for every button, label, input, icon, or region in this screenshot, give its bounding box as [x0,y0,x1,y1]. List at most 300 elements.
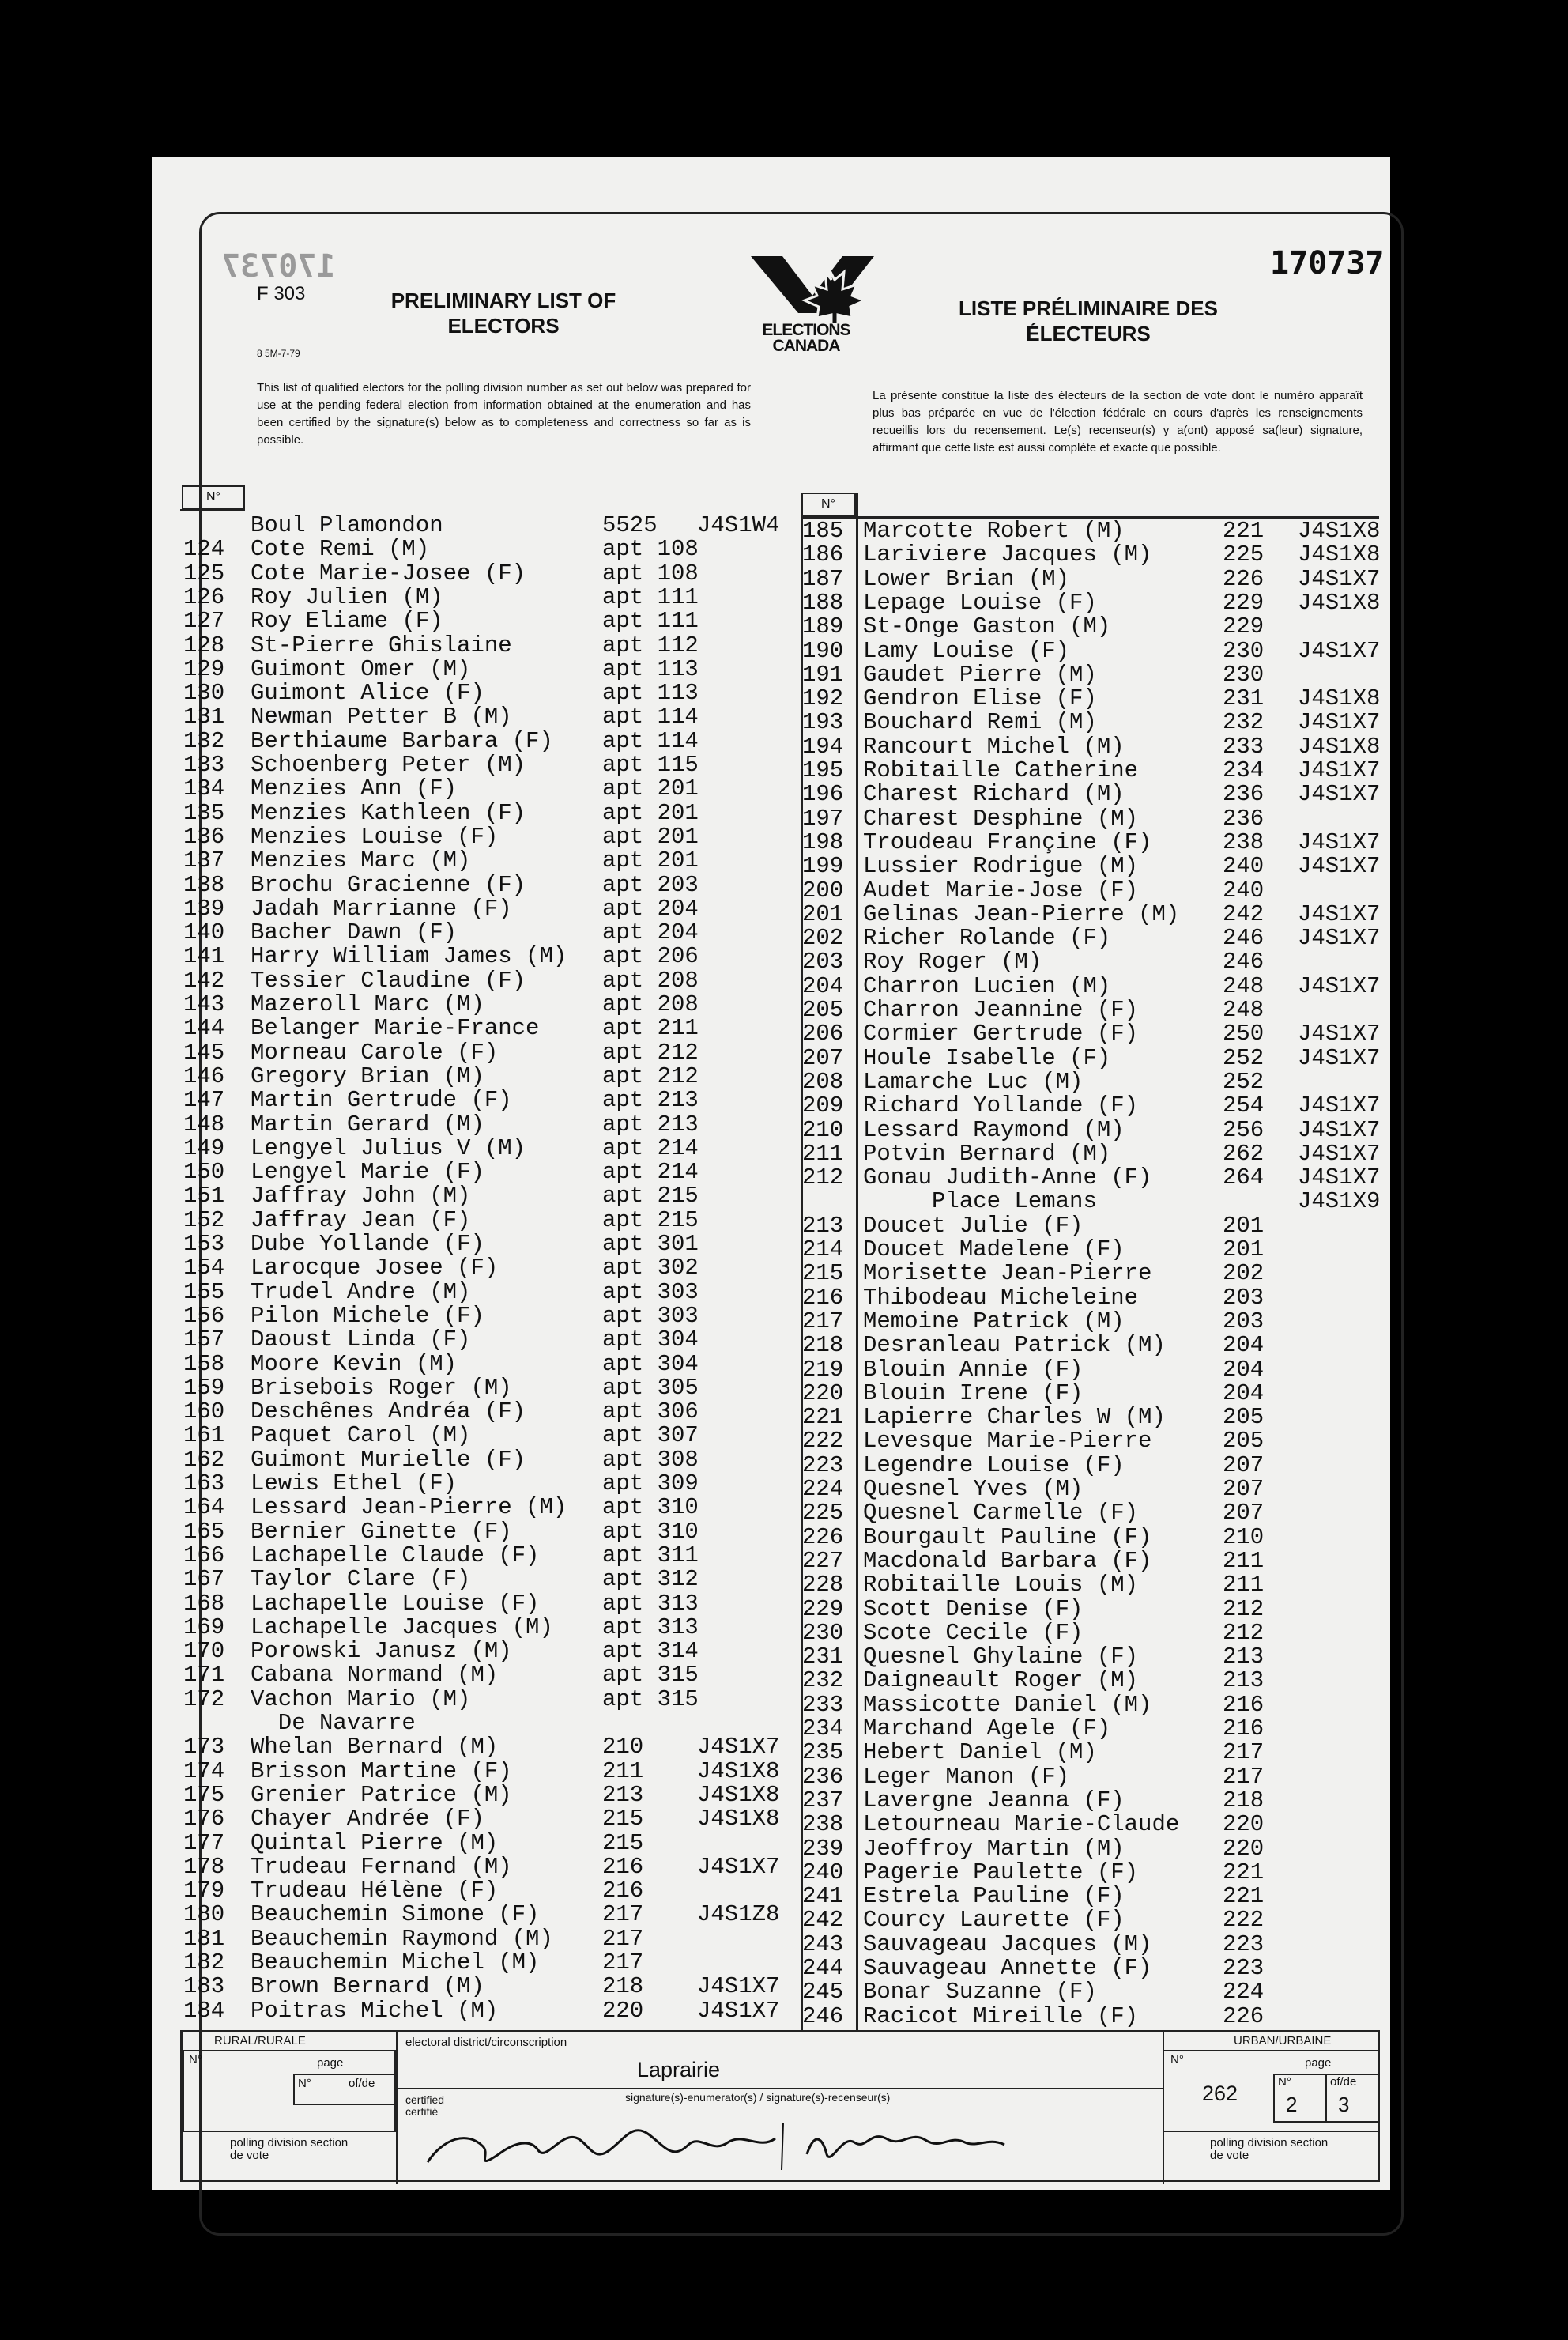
elector-address: 248 [1223,972,1265,999]
elector-name: Jadah Marrianne (F) [251,895,512,922]
elector-row [152,1644,1385,1669]
elector-name: Trudel Andre (M) [251,1278,471,1305]
elector-address: 246 [1223,949,1265,976]
footer-table [180,2030,1380,2182]
elector-number: 240 [802,1859,844,1885]
elector-address: 215 [602,1806,644,1832]
elector-row [152,830,1385,855]
elector-address: 221 [1223,1883,1265,1910]
elector-address: apt 306 [602,1398,699,1425]
elector-address: 250 [1223,1021,1265,1047]
elector-name: Lamarche Luc (M) [863,1068,1084,1095]
elector-number: 159 [183,1374,225,1401]
elector-address: 203 [1223,1308,1265,1334]
elector-row [152,1836,1385,1861]
elector-number: 145 [183,1039,225,1066]
elector-number: 216 [802,1284,844,1311]
elector-name: Roy Roger (M) [863,949,1042,976]
elector-number: 224 [802,1476,844,1502]
elector-address: 220 [602,1997,644,2024]
elector-row [152,1621,1385,1645]
elector-address: apt 204 [602,919,699,946]
elector-number: 174 [183,1757,225,1784]
rural-polling-label: polling division section de vote [230,2136,349,2162]
elector-number: 197 [802,805,844,832]
elector-address: 204 [1223,1332,1265,1359]
elector-address: apt 301 [602,1231,699,1257]
elector-row [152,2004,1385,2029]
elector-number: 180 [183,1901,225,1928]
elector-address: 229 [1223,589,1265,616]
elector-address: apt 108 [602,560,699,587]
signature-label: signature(s)-enumerator(s) / signature(s)-recenseur(s) [625,2091,891,2104]
elector-name: Lariviere Jacques (M) [863,542,1152,568]
elector-name: Daoust Linda (F) [251,1327,471,1353]
elector-number: 205 [802,997,844,1023]
elector-address: apt 208 [602,991,699,1017]
elector-row [152,1309,1385,1334]
elector-address: apt 212 [602,1062,699,1089]
elector-number: 226 [802,1523,844,1550]
elector-row [152,1237,1385,1262]
elector-number: 187 [802,565,844,592]
elector-name: Marchand Agele (F) [863,1715,1111,1742]
elector-number: 168 [183,1590,225,1617]
postal-code: J4S1X7 [697,1973,780,2000]
elector-address: 216 [602,1878,644,1904]
elector-name: Lengyel Marie (F) [251,1159,484,1186]
elector-address: apt 311 [602,1542,699,1568]
elector-number: 213 [802,1212,844,1239]
elector-row [152,1333,1385,1357]
urban-page-label: page [1305,2056,1332,2070]
urban-page-no-label: N° [1278,2075,1291,2089]
elector-row [152,1956,1385,1980]
elector-address: apt 201 [602,847,699,874]
elector-address: apt 114 [602,727,699,754]
elector-row [152,1405,1385,1429]
elector-number: 157 [183,1327,225,1353]
postal-code: J4S1X7 [1298,1140,1381,1167]
elector-number: 155 [183,1278,225,1305]
elector-name: Schoenberg Peter (M) [251,752,526,778]
elector-row [152,1884,1385,1908]
elector-name: Estrela Pauline (F) [863,1883,1125,1910]
elector-address: apt 303 [602,1278,699,1305]
elector-number: 169 [183,1613,225,1640]
title-french: LISTE PRÉLIMINAIRE DES ÉLECTEURS [959,296,1218,345]
elector-address: 212 [1223,1619,1265,1646]
elector-name: Roy Julien (M) [251,583,443,610]
elector-number: 243 [802,1930,844,1957]
elector-name: Guimont Murielle (F) [251,1446,526,1473]
postal-code: J4S1X7 [697,1997,780,2024]
elector-name: Blouin Annie (F) [863,1356,1084,1383]
elector-row [152,1597,1385,1621]
elector-name: Potvin Bernard (M) [863,1140,1111,1167]
elector-number: 179 [183,1878,225,1904]
elector-address: 217 [602,1925,644,1952]
elector-name: Beauchemin Michel (M) [251,1949,540,1976]
elector-number: 162 [183,1446,225,1473]
elector-name: Berthiaume Barbara (F) [251,727,553,754]
elector-number: 189 [802,613,844,640]
elector-address: 220 [1223,1835,1265,1862]
elector-row [152,1932,1385,1957]
elector-name: Charest Desphine (M) [863,805,1139,832]
elector-address: 212 [1223,1595,1265,1622]
elector-name: Guimont Omer (M) [251,655,471,682]
elector-number: 242 [802,1907,844,1934]
elector-address: 221 [1223,1859,1265,1885]
elector-address: apt 213 [602,1087,699,1114]
elector-row [152,1477,1385,1501]
elector-number: 172 [183,1685,225,1712]
elector-address: 223 [1223,1955,1265,1981]
certified-label: certified certifié [405,2093,445,2118]
elector-address: 217 [1223,1763,1265,1790]
elector-row [152,686,1385,711]
elector-name: Levesque Marie-Pierre [863,1428,1152,1455]
elector-number: 219 [802,1356,844,1383]
elector-name: Menzies Louise (F) [251,823,499,850]
elector-row [152,1093,1385,1118]
elector-name: Sauvageau Jacques (M) [863,1930,1152,1957]
elector-row [152,878,1385,903]
elector-address: 201 [1223,1212,1265,1239]
elector-address: 205 [1223,1428,1265,1455]
elector-address: 240 [1223,853,1265,880]
elector-address: apt 113 [602,655,699,682]
elector-row [152,1764,1385,1789]
elector-number: 234 [802,1715,844,1742]
elector-address: 213 [602,1781,644,1808]
intro-text-french: La présente constitue la liste des électeurs de la section de vote dont le numéro apparaît plus bas préparée en vue de l'élection fédérale en cours d'après les renseignements recueillis lors du recensement. Le(s) recenseur(s) y a(ont) apposé sa(leur) signature, affirmant que cette liste est aussi complète et exacte que possible. [873,389,1363,455]
elector-name: Bouchard Remi (M) [863,709,1097,736]
elector-row [152,1357,1385,1382]
elector-address: apt 307 [602,1422,699,1449]
elector-number: 220 [802,1379,844,1406]
elector-name: De Navarre [251,1710,416,1736]
elector-name: Gregory Brian (M) [251,1062,484,1089]
elector-name: Lepage Louise (F) [863,589,1097,616]
elector-number: 173 [183,1734,225,1761]
elector-address: 207 [1223,1500,1265,1527]
elector-number: 134 [183,776,225,802]
elector-row [152,1572,1385,1597]
elector-address: apt 313 [602,1613,699,1640]
elector-number: 139 [183,895,225,922]
urban-polling-label: polling division section de vote [1210,2136,1329,2162]
postal-code: J4S1X8 [697,1757,780,1784]
elector-name: Massicotte Daniel (M) [863,1691,1152,1718]
elector-address: apt 206 [602,943,699,970]
elector-address: 246 [1223,925,1265,952]
elector-number: 209 [802,1093,844,1119]
elector-number: 132 [183,727,225,754]
elector-name: Letourneau Marie-Claude [863,1811,1180,1838]
elector-name: Legendre Louise (F) [863,1451,1125,1478]
elector-number: 129 [183,655,225,682]
elector-address: apt 304 [602,1327,699,1353]
elector-address: 202 [1223,1260,1265,1287]
elector-number: 124 [183,536,225,563]
elector-address: 217 [602,1901,644,1928]
postal-code: J4S1X8 [1298,685,1381,712]
postal-code: J4S1X7 [1298,1116,1381,1143]
elector-number: 130 [183,680,225,707]
elector-name: Chayer Andrée (F) [251,1806,484,1832]
elector-number: 238 [802,1811,844,1838]
elector-number: 194 [802,733,844,760]
elector-name: Cabana Normand (M) [251,1662,499,1689]
elector-row [152,1118,1385,1142]
postal-code: J4S1X7 [1298,757,1381,783]
elector-name: Belanger Marie-France [251,1015,540,1042]
elector-name: Troudeau Françine (F) [863,828,1152,855]
elector-address: 224 [1223,1979,1265,2006]
elector-address: 211 [1223,1572,1265,1598]
elector-number: 245 [802,1979,844,2006]
elector-row [152,758,1385,783]
title-english: PRELIMINARY LIST OF ELECTORS [390,289,616,338]
elector-number: 137 [183,847,225,874]
elector-address: apt 312 [602,1566,699,1593]
elector-name: Robitaille Catherine [863,757,1139,783]
elector-number: 144 [183,1015,225,1042]
elector-name: Tessier Claudine (F) [251,967,526,994]
elector-row [152,567,1385,591]
elector-name: Grenier Patrice (M) [251,1781,512,1808]
header-rule-left [180,509,245,511]
rural-page-label: page [317,2056,344,2070]
elector-name: Gendron Elise (F) [863,685,1097,712]
elector-address: 210 [602,1734,644,1761]
postal-code: J4S1X8 [1298,542,1381,568]
elector-number: 154 [183,1255,225,1281]
elector-name: Larocque Josee (F) [251,1255,499,1281]
elector-address: 248 [1223,997,1265,1023]
elector-row [152,519,1385,543]
elector-name: Bourgault Pauline (F) [863,1523,1152,1550]
elector-address: 215 [602,1829,644,1856]
elector-address: apt 204 [602,895,699,922]
elector-name: Mazeroll Marc (M) [251,991,484,1017]
postal-code: J4S1X7 [1298,781,1381,808]
elector-row [152,782,1385,806]
elector-name: Menzies Ann (F) [251,776,458,802]
elector-address: 218 [602,1973,644,2000]
elector-address: apt 308 [602,1446,699,1473]
elector-address: 264 [1223,1164,1265,1191]
elector-name: Menzies Marc (M) [251,847,471,874]
elector-address: 217 [1223,1739,1265,1766]
elector-address: 256 [1223,1116,1265,1143]
elector-address: 223 [1223,1930,1265,1957]
elector-number: 170 [183,1638,225,1665]
elector-name: Menzies Kathleen (F) [251,799,526,826]
elector-address: apt 108 [602,536,699,563]
elector-number: 143 [183,991,225,1017]
elector-name: Lapierre Charles W (M) [863,1404,1166,1431]
elector-name: Gaudet Pierre (M) [863,661,1097,688]
elector-number: 198 [802,828,844,855]
elector-row [152,734,1385,759]
elector-name: Rancourt Michel (M) [863,733,1125,760]
elector-address: 211 [1223,1547,1265,1574]
elector-number: 125 [183,560,225,587]
elector-number: 135 [183,799,225,826]
elector-number: 227 [802,1547,844,1574]
elector-name: Dube Yollande (F) [251,1231,484,1257]
postal-code: J4S1X7 [1298,565,1381,592]
elector-name: Trudeau Hélène (F) [251,1878,499,1904]
urban-of-label: of/de [1330,2075,1357,2089]
postal-code: J4S1Z8 [697,1901,780,1928]
elector-row [152,1261,1385,1285]
postal-code: J4S1X7 [1298,1093,1381,1119]
elector-number: 246 [802,2002,844,2029]
elector-row [152,662,1385,687]
elector-address: apt 111 [602,583,699,610]
elector-name: Lengyel Julius V (M) [251,1134,526,1161]
elector-number: 156 [183,1302,225,1329]
elector-number: 207 [802,1044,844,1071]
elector-name: Paquet Carol (M) [251,1422,471,1449]
elector-name: Richer Rolande (F) [863,925,1111,952]
elector-row [152,1716,1385,1741]
elector-number: 208 [802,1068,844,1095]
elector-address: 226 [1223,565,1265,592]
elector-address: apt 111 [602,608,699,635]
elector-name: Beauchemin Simone (F) [251,1901,540,1928]
elector-address: 207 [1223,1476,1265,1502]
elector-number: 178 [183,1853,225,1880]
elector-address: 232 [1223,709,1265,736]
elector-address: 201 [1223,1236,1265,1262]
postal-code: J4S1X7 [1298,900,1381,927]
elector-address: apt 305 [602,1374,699,1401]
elector-address: 225 [1223,542,1265,568]
elector-number: 204 [802,972,844,999]
elector-number: 190 [802,637,844,664]
rural-label: RURAL/RURALE [214,2034,306,2048]
postal-code: J4S1X8 [1298,518,1381,544]
elector-name: Gelinas Jean-Pierre (M) [863,900,1180,927]
elector-name: Richard Yollande (F) [863,1093,1139,1119]
elector-address: 213 [1223,1667,1265,1694]
serial-number-bleed-through: 170737 [221,248,336,285]
elector-address: 217 [602,1949,644,1976]
elector-name: Sauvageau Annette (F) [863,1955,1152,1981]
elector-row [152,854,1385,878]
elector-address: apt 115 [602,752,699,778]
elector-number: 223 [802,1451,844,1478]
elector-name: Lachapelle Louise (F) [251,1590,540,1617]
elector-name: Gonau Judith-Anne (F) [863,1164,1152,1191]
polling-division-number: 262 [1202,2081,1238,2105]
elector-number: 231 [802,1644,844,1670]
elector-address: apt 215 [602,1183,699,1210]
elector-name: Cote Remi (M) [251,536,430,563]
elector-name: Martin Gerard (M) [251,1111,484,1138]
elector-number: 202 [802,925,844,952]
elector-number: 200 [802,877,844,904]
elector-name: Lamy Louise (F) [863,637,1070,664]
postal-code: J4S1W4 [697,512,780,538]
elector-address: 242 [1223,900,1265,927]
postal-code: J4S1X7 [1298,925,1381,952]
elector-address: 230 [1223,637,1265,664]
elector-number: 141 [183,943,225,970]
elector-row [152,1429,1385,1453]
postal-code: J4S1X8 [697,1781,780,1808]
elector-number: 153 [183,1231,225,1257]
elector-name: Scott Denise (F) [863,1595,1084,1622]
elector-row [152,806,1385,831]
elector-number: 151 [183,1183,225,1210]
electors-list-sheet [152,157,1390,2190]
enumerator-signatures [412,2107,1028,2180]
logo-wordmark: ELECTIONS CANADA [762,321,850,355]
elector-address: 203 [1223,1284,1265,1311]
elector-number: 225 [802,1500,844,1527]
elector-address: 204 [1223,1379,1265,1406]
elector-address: 207 [1223,1451,1265,1478]
elector-address: 234 [1223,757,1265,783]
elector-number: 221 [802,1404,844,1431]
postal-code: J4S1X7 [1298,853,1381,880]
elector-address: apt 313 [602,1590,699,1617]
elector-name: St-Onge Gaston (M) [863,613,1111,640]
elector-address: apt 309 [602,1470,699,1496]
elector-number: 188 [802,589,844,616]
elector-name: Jaffray John (M) [251,1183,471,1210]
elector-name: Trudeau Fernand (M) [251,1853,512,1880]
elector-number: 212 [802,1164,844,1191]
elector-address: 220 [1223,1811,1265,1838]
postal-code: J4S1X7 [697,1734,780,1761]
postal-code: J4S1X8 [1298,589,1381,616]
elector-name: Brisson Martine (F) [251,1757,512,1784]
elector-number: 232 [802,1667,844,1694]
elector-address: 216 [1223,1715,1265,1742]
elector-number: 183 [183,1973,225,2000]
elector-number: 244 [802,1955,844,1981]
elector-row [152,1381,1385,1406]
elector-address: apt 201 [602,776,699,802]
postal-code: J4S1X9 [1298,1188,1381,1215]
urban-page-divider [1325,2074,1327,2123]
elector-address: 254 [1223,1093,1265,1119]
elector-row [152,1046,1385,1070]
serial-number: 170737 [1270,245,1385,281]
elector-row [152,1980,1385,2004]
elector-address: 236 [1223,781,1265,808]
elector-number: 217 [802,1308,844,1334]
elector-address: 210 [1223,1523,1265,1550]
elector-row [152,1142,1385,1166]
elector-row [152,1189,1385,1213]
elector-number: 136 [183,823,225,850]
postal-code: J4S1X8 [697,1806,780,1832]
elector-name: Quesnel Carmelle (F) [863,1500,1139,1527]
elector-number: 161 [183,1422,225,1449]
elector-name: Cormier Gertrude (F) [863,1021,1139,1047]
elector-number: 148 [183,1111,225,1138]
elector-number: 237 [802,1787,844,1814]
elector-number: 228 [802,1572,844,1598]
